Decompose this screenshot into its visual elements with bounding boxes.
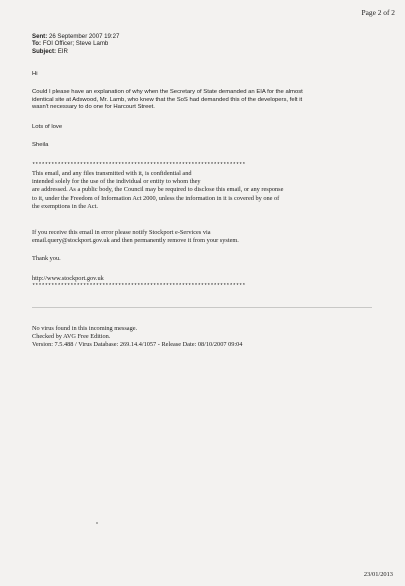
closing: Lots of love <box>32 124 63 130</box>
page-number: Page 2 of 2 <box>361 8 395 17</box>
message-line: Could I please have an explanation of why when the Secretary of State demanded an EIA for the almost <box>32 89 303 95</box>
disclaimer-paragraph-1 <box>32 170 283 211</box>
message-line: wasn't necessary to do one for Harcourt Street. <box>32 104 155 111</box>
scan-speck <box>96 522 98 524</box>
disclaimer-line: This email, and any files transmitted with it, is confidential and <box>32 170 192 177</box>
virus-notice-line: Checked by AVG Free Edition. <box>32 333 111 341</box>
virus-notice-line: Version: 7.5.488 / Virus Database: 269.14.4/1057 - Release Date: 08/10/2007 09:04 <box>32 341 243 349</box>
to-line <box>32 40 119 47</box>
signature: Sheila <box>32 142 49 148</box>
thank-you: Thank you. <box>32 255 61 262</box>
sent-label: Sent: <box>32 33 48 40</box>
disclaimer-line: to it, under the Freedom of Information Act 2000, unless the information in it is covered by one of <box>32 194 280 202</box>
virus-notice <box>32 325 242 350</box>
disclaimer-line: are addressed. As a public body, the Council may be required to disclose this email, or any response <box>32 186 284 194</box>
subject-value: EIR <box>57 47 68 55</box>
sent-line <box>32 33 119 40</box>
to-value: FOI Officer; Steve Lamb <box>42 40 109 48</box>
disclaimer-line: If you receive this email in error please notify Stockport e-Services via <box>32 229 211 236</box>
email-header <box>32 33 119 55</box>
website-link[interactable]: http://www.stockport.gov.uk <box>32 275 104 282</box>
disclaimer-stars-top: ******************************************************************* <box>32 162 246 168</box>
greeting: Hi <box>32 71 38 77</box>
message-paragraph <box>32 89 303 112</box>
disclaimer-stars-bottom: ******************************************************************* <box>32 283 246 289</box>
separator-rule <box>32 307 372 308</box>
sent-value: 26 September 2007 19:27 <box>48 33 120 40</box>
virus-notice-line: No virus found in this incoming message. <box>32 325 138 332</box>
subject-label: Subject: <box>32 47 57 55</box>
disclaimer-line: intended solely for the use of the individual or entity to whom they <box>32 178 201 186</box>
disclaimer-paragraph-2 <box>32 229 239 245</box>
stamp-date: 23/01/2013 <box>363 571 393 578</box>
to-label: To: <box>32 40 42 48</box>
subject-line <box>32 48 119 55</box>
disclaimer-line: the exemptions in the Act. <box>32 202 98 210</box>
disclaimer-line: email.query@stockport.gov.uk and then permanently remove it from your system. <box>32 237 239 245</box>
message-line: identical site at Adswood, Mr. Lamb, who knew that the SoS had demanded this of the developers, felt it <box>32 96 303 103</box>
